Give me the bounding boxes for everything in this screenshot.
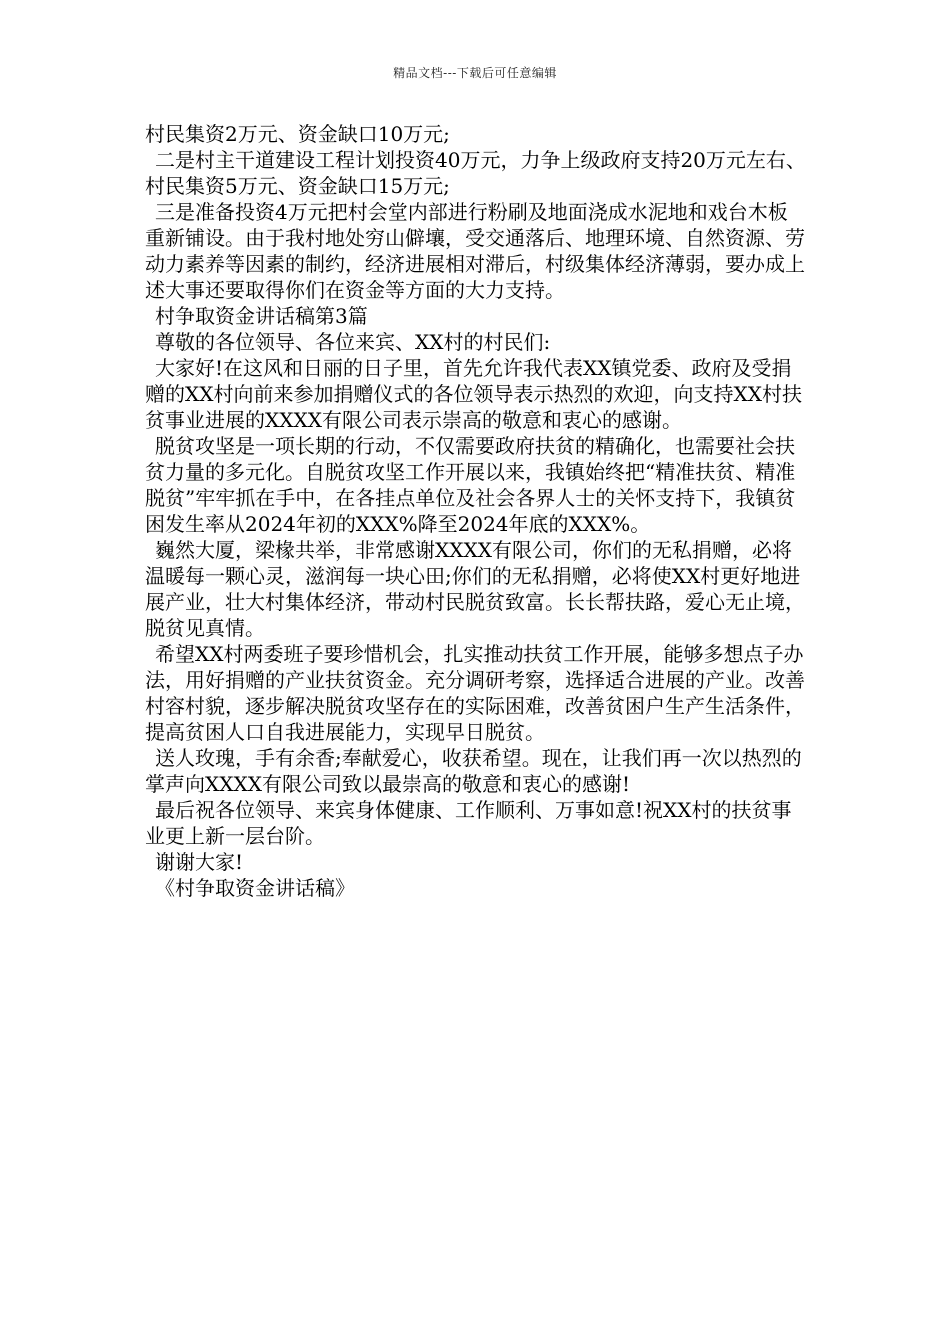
section-heading: 村争取资金讲话稿第3篇 xyxy=(155,304,368,328)
paragraph-hope: 希望XX村两委班子要珍惜机会，扎实推动扶贫工作开展，能够多想点子办法，用好捐赠的产业扶贫资金。充分调研考察，选择适合进展的产业。改善村容村貌，逐步解决脱贫攻坚存在的实际困难，改善贫困户生产生活条件，提高贫困人口自我进展能力，实现早日脱贫。 xyxy=(145,642,805,744)
page-header: 精品文档---下载后可任意编辑 xyxy=(393,66,557,80)
paragraph-wishes: 最后祝各位领导、来宾身体健康、工作顺利、万事如意!祝XX村的扶贫事业更上新一层台阶。 xyxy=(145,798,792,848)
paragraph-thank-you: 谢谢大家! xyxy=(155,850,244,874)
paragraph-hall-renovation: 三是准备投资4万元把村会堂内部进行粉刷及地面浇成水泥地和戏台木板重新铺设。由于我村地处穷山僻壤，受交通落后、地理环境、自然资源、劳动力素养等因素的制约，经济进展相对滞后，村级集体经济薄弱，要办成上述大事还要取得你们在资金等方面的大力支持。 xyxy=(145,200,805,302)
paragraph-road-project: 二是村主干道建设工程计划投资40万元，力争上级政府支持20万元左右、村民集资5万元、资金缺口15万元; xyxy=(145,148,806,198)
paragraph-welcome: 大家好!在这风和日丽的日子里，首先允许我代表XX镇党委、政府及受捐赠的XX村向前来参加捐赠仪式的各位领导表示热烈的欢迎，向支持XX村扶贫事业进展的XXXX有限公司表示崇高的敬意和衷心的感谢。 xyxy=(145,356,802,432)
paragraph-roses: 送人玫瑰，手有余香;奉献爱心，收获希望。现在，让我们再一次以热烈的掌声向XXXX有限公司致以最崇高的敬意和衷心的感谢! xyxy=(145,746,802,796)
paragraph-thanks-donation: 巍然大厦，梁椽共举，非常感谢XXXX有限公司，你们的无私捐赠，必将温暖每一颗心灵，滋润每一块心田;你们的无私捐赠，必将使XX村更好地进展产业，壮大村集体经济，带动村民脱贫致富。长长帮扶路，爱心无止境，脱贫见真情。 xyxy=(145,538,805,640)
paragraph-funding-gap-1: 村民集资2万元、资金缺口10万元; xyxy=(145,122,450,146)
salutation: 尊敬的各位领导、各位来宾、XX村的村民们: xyxy=(155,330,551,354)
document-body xyxy=(145,121,807,901)
document-title-footer: 《村争取资金讲话稿》 xyxy=(155,876,355,900)
paragraph-poverty-alleviation: 脱贫攻坚是一项长期的行动，不仅需要政府扶贫的精确化，也需要社会扶贫力量的多元化。自脱贫攻坚工作开展以来，我镇始终把“精准扶贫、精准脱贫”牢牢抓在手中，在各挂点单位及社会各界人士的关怀支持下，我镇贫困发生率从2024年初的XXX%降至2024年底的XXX%。 xyxy=(145,434,796,536)
